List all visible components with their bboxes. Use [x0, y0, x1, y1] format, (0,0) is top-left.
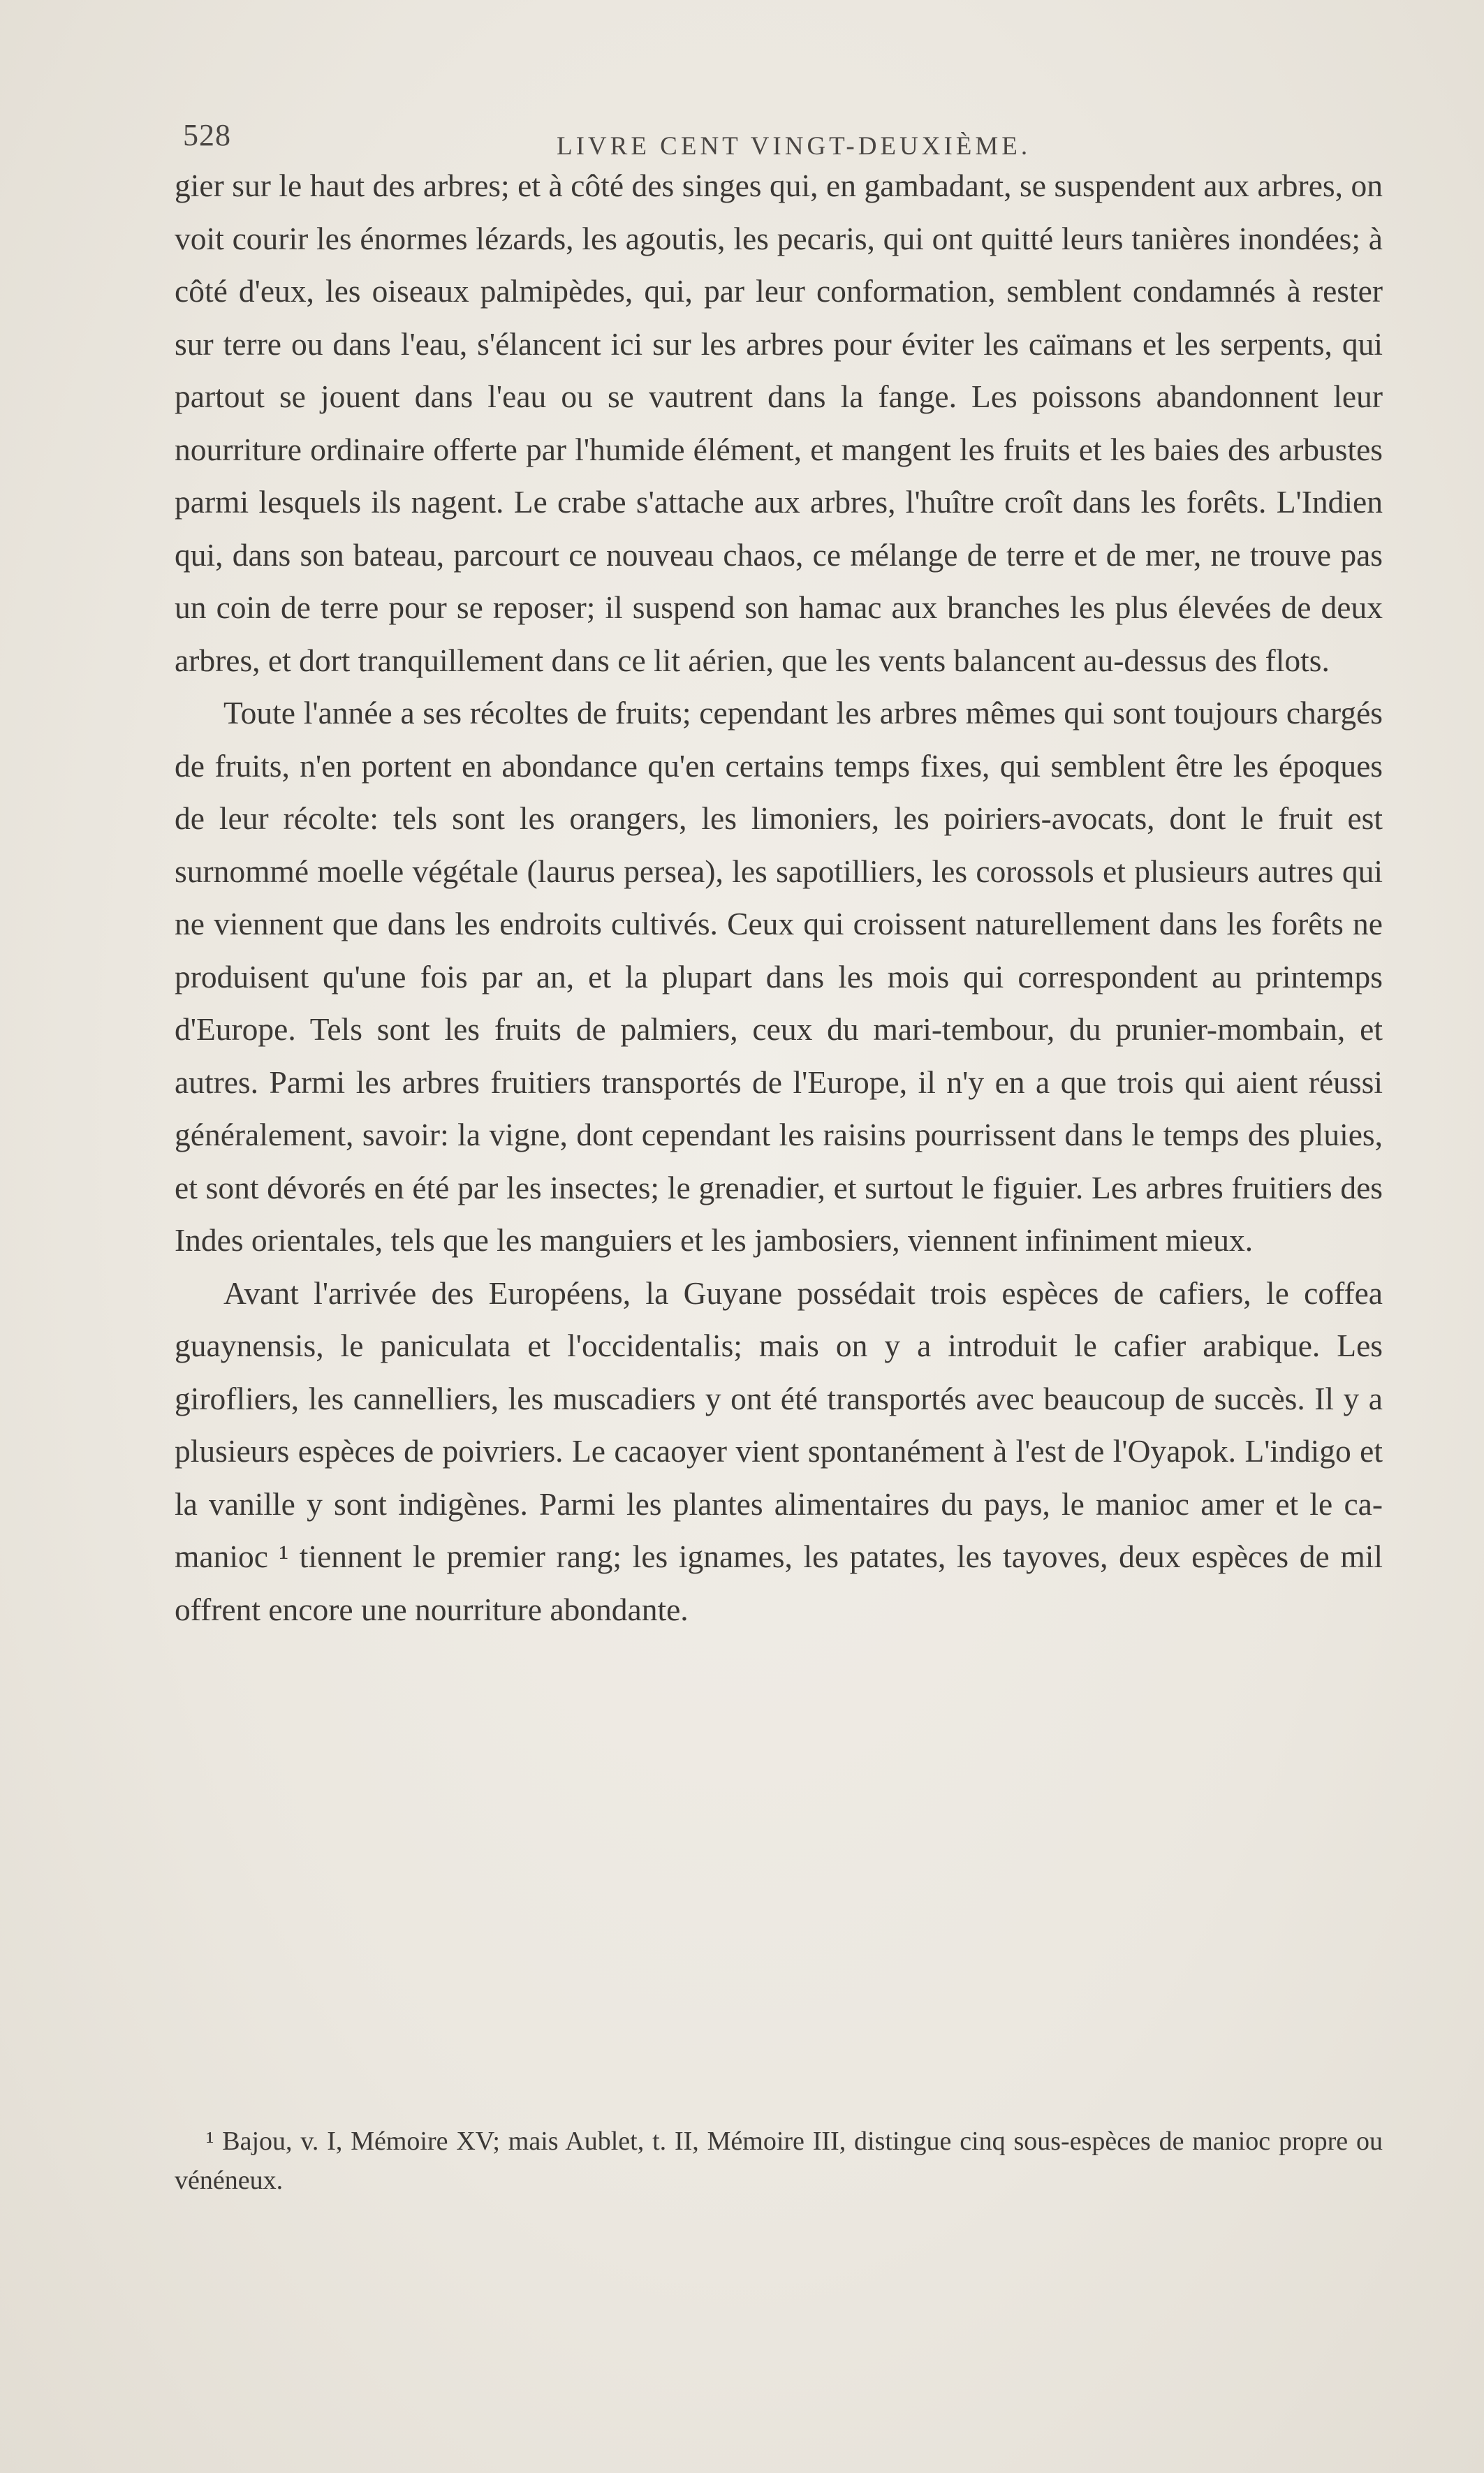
paragraph-fruits: Toute l'année a ses récoltes de fruits; cependant les arbres mêmes qui sont toujours chargés de fruits, n'en portent en abondance qu'en certains temps fixes, qui semblent être les époques de leur récolte: tels sont les orangers, les limoniers, les poiriers-avocats, dont le fruit est surnommé moelle végétale (laurus persea), les sapotilliers, les corossols et plusieurs autres qui ne viennent que dans les endroits cultivés. Ceux qui croissent naturellement dans les forêts ne produisent qu'une fois par an, et la plupart dans les mois qui correspondent au printemps d'Europe. Tels sont les fruits de palmiers, ceux du mari-tembour, du prunier-mombain, et autres. Parmi les arbres fruitiers transportés de l'Europe, il n'y en a que trois qui aient réussi généralement, savoir: la vigne, dont cependant les raisins pourrissent dans le temps des pluies, et sont dévorés en été par les insectes; le grenadier, et surtout le figuier. Les arbres fruitiers des Indes orientales, tels que les manguiers et les jambosiers, viennent infiniment mieux. [175, 695, 1383, 1258]
paragraph-continued: gier sur le haut des arbres; et à côté des singes qui, en gambadant, se suspendent aux arbres, on voit courir les énormes lézards, les agoutis, les pecaris, qui ont quitté leurs tanières inondées; à côté d'eux, les oiseaux palmipèdes, qui, par leur conformation, semblent condamnés à rester sur terre ou dans l'eau, s'élancent ici sur les arbres pour éviter les caïmans et les serpents, qui partout se jouent dans l'eau ou se vautrent dans la fange. Les poissons abandonnent leur nourriture ordinaire offerte par l'humide élément, et mangent les fruits et les baies des arbustes parmi lesquels ils nagent. Le crabe s'attache aux arbres, l'huître croît dans les forêts. L'Indien qui, dans son bateau, parcourt ce nouveau chaos, ce mélange de terre et de mer, ne trouve pas un coin de terre pour se reposer; il suspend son hamac aux branches les plus élevées de deux arbres, et dort tranquillement dans ce lit aérien, que les vents balancent au-dessus des flots. [175, 168, 1383, 678]
main-text [175, 159, 1383, 1636]
running-title: LIVRE CENT VINGT-DEUXIÈME. [557, 132, 1031, 161]
footnote: ¹ Bajou, v. I, Mémoire XV; mais Aublet, t. II, Mémoire III, distingue cinq sous-espèces de manioc propre ou vénéneux. [175, 2127, 1383, 2195]
page-number: 528 [183, 118, 231, 152]
paragraph-cafiers: Avant l'arrivée des Européens, la Guyane possédait trois espèces de cafiers, le coffea guaynensis, le paniculata et l'occidentalis; mais on y a introduit le cafier arabique. Les girofliers, les cannelliers, les muscadiers y ont été transportés avec beaucoup de succès. Il y a plusieurs espèces de poivriers. Le cacaoyer vient spontanément à l'est de l'Oyapok. L'indigo et la vanille y sont indigènes. Parmi les plantes alimentaires du pays, le manioc amer et le ca-manioc ¹ tiennent le premier rang; les ignames, les patates, les tayoves, deux espèces de mil offrent encore une nourriture abondante. [175, 1275, 1383, 1627]
